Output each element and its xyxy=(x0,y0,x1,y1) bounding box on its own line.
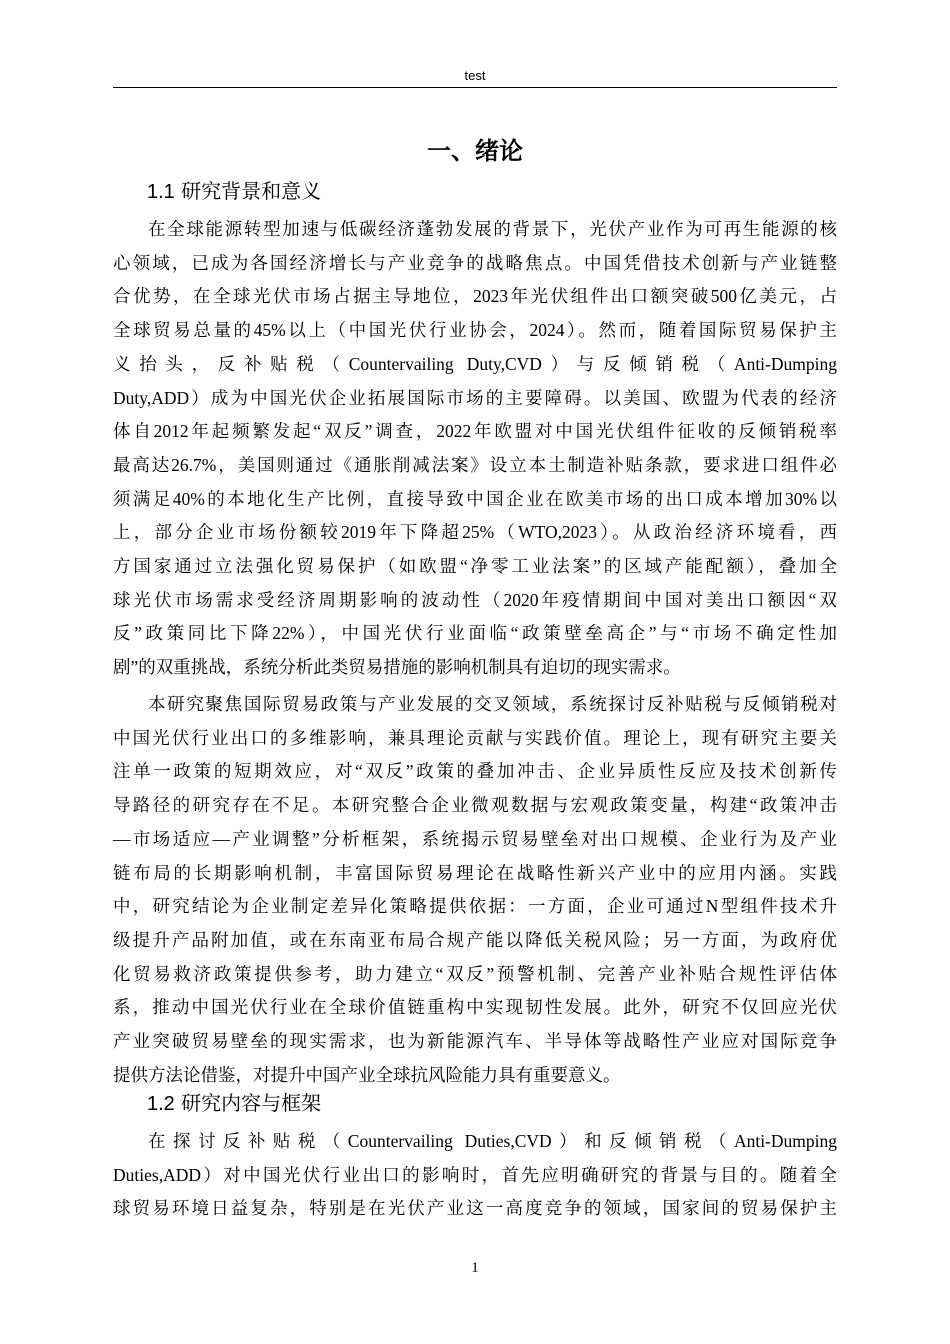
section-number: 1.1 xyxy=(147,181,175,203)
section-number: 1.2 xyxy=(147,1093,175,1115)
text-line: 反”政策同比下降22%），中国光伏行业面临“政策壁垒高企”与“市场不确定性加 xyxy=(113,623,837,644)
text-line: 本研究聚焦国际贸易政策与产业发展的交叉领域，系统探讨反补贴税与反倾销税对 xyxy=(148,694,837,714)
text-line: 须满足40%的本地化生产比例，直接导致中国企业在欧美市场的出口成本增加30%以 xyxy=(113,488,837,509)
text-line: 在全球能源转型加速与低碳经济蓬勃发展的背景下，光伏产业作为可再生能源的核 xyxy=(148,219,837,239)
text-line: 在探讨反补贴税（Countervailing Duties,CVD）和反倾销税（Anti-Dumping xyxy=(148,1131,837,1151)
paragraph-background xyxy=(113,213,837,685)
text-line: 中国光伏行业出口的多维影响，兼具理论贡献与实践价值。理论上，现有研究主要关 xyxy=(113,727,837,748)
text-line: 心领域，已成为各国经济增长与产业竞争的战略焦点。中国凭借技术创新与产业链整 xyxy=(113,252,837,273)
text-line: 导路径的研究存在不足。本研究整合企业微观数据与宏观政策变量，构建“政策冲击 xyxy=(113,795,837,816)
text-line: 系，推动中国光伏行业在全球价值链重构中实现韧性发展。此外，研究不仅回应光伏 xyxy=(113,997,837,1018)
text-line: 中，研究结论为企业制定差异化策略提供依据：一方面，企业可通过N型组件技术升 xyxy=(113,896,837,917)
chapter-title: 一、绪论 xyxy=(427,137,523,165)
text-line: 最高达26.7%，美国则通过《通胀削减法案》设立本土制造补贴条款，要求进口组件必 xyxy=(113,454,837,475)
text-line: 提供方法论借鉴，对提升中国产业全球抗风险能力具有重要意义。 xyxy=(113,1064,621,1085)
text-line: —市场适应—产业调整”分析框架，系统揭示贸易壁垒对出口规模、企业行为及产业 xyxy=(113,828,837,849)
text-line: 合优势，在全球光伏市场占据主导地位，2023年光伏组件出口额突破500亿美元，占 xyxy=(113,286,837,307)
section-title-text: 研究背景和意义 xyxy=(181,179,322,203)
section-title-text: 研究内容与框架 xyxy=(181,1091,322,1115)
page-header: test xyxy=(464,68,486,83)
text-line: Duties,ADD）对中国光伏行业出口的影响时，首先应明确研究的背景与目的。随着全 xyxy=(113,1164,837,1185)
text-line: 产业突破贸易壁垒的现实需求，也为新能源汽车、半导体等战略性产业应对国际竞争 xyxy=(113,1031,837,1052)
text-line: 义抬头，反补贴税（Countervailing Duty,CVD）与反倾销税（Anti-Dumping xyxy=(113,353,837,374)
paragraph-content-framework xyxy=(113,1125,837,1226)
text-line: 链布局的长期影响机制，丰富国际贸易理论在战略性新兴产业中的应用内涵。实践 xyxy=(113,862,837,883)
header-divider xyxy=(113,87,837,88)
text-line: 全球贸易总量的45%以上（中国光伏行业协会，2024）。然而，随着国际贸易保护主 xyxy=(113,320,837,341)
text-line: Duty,ADD）成为中国光伏企业拓展国际市场的主要障碍。以美国、欧盟为代表的经济 xyxy=(113,387,837,408)
text-line: 化贸易救济政策提供参考，助力建立“双反”预警机制、完善产业补贴合规性评估体 xyxy=(113,963,837,984)
text-line: 注单一政策的短期效应，对“双反”政策的叠加冲击、企业异质性反应及技术创新传 xyxy=(113,761,837,782)
text-line: 球光伏市场需求受经济周期影响的波动性（2020年疫情期间中国对美出口额因“双 xyxy=(113,589,837,610)
text-line: 级提升产品附加值，或在东南亚布局合规产能以降低关税风险；另一方面，为政府优 xyxy=(113,929,837,950)
text-line: 体自2012年起频繁发起“双反”调查，2022年欧盟对中国光伏组件征收的反倾销税率 xyxy=(113,421,837,442)
paragraph-significance xyxy=(113,688,837,1092)
text-line: 剧”的双重挑战，系统分析此类贸易措施的影响机制具有迫切的现实需求。 xyxy=(113,657,681,678)
text-line: 上，部分企业市场份额较2019年下降超25%（WTO,2023）。从政治经济环境看，西 xyxy=(113,522,837,543)
section-heading-1-1 xyxy=(147,176,321,207)
text-line: 方国家通过立法强化贸易保护（如欧盟“净零工业法案”的区域产能配额），叠加全 xyxy=(113,556,837,577)
page-number: 1 xyxy=(471,1260,479,1276)
section-heading-1-2 xyxy=(147,1088,321,1119)
text-line: 球贸易环境日益复杂，特别是在光伏产业这一高度竞争的领域，国家间的贸易保护主 xyxy=(113,1198,837,1219)
